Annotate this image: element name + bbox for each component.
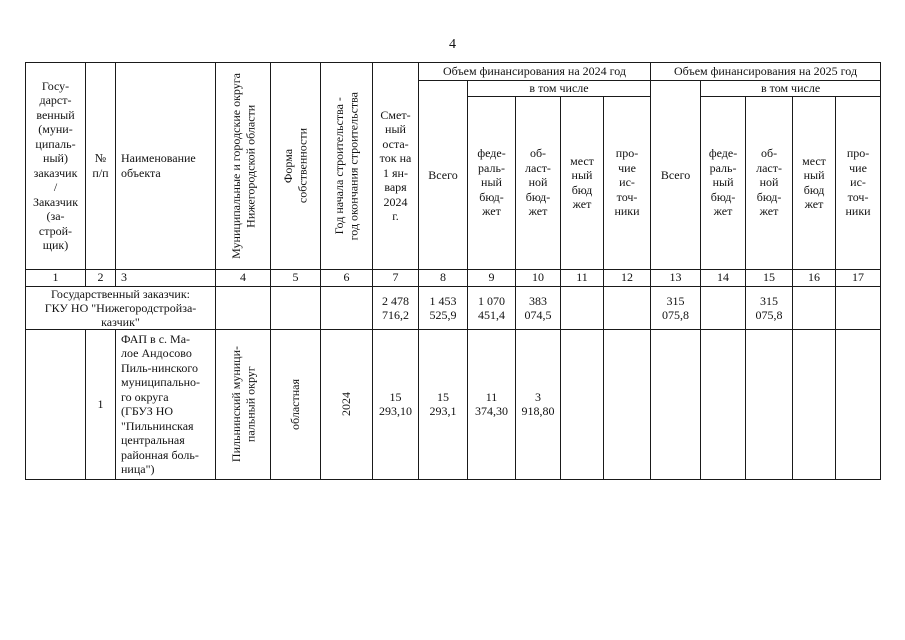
group-regional-2025: 315 075,8 <box>746 286 793 329</box>
header-municipality <box>216 63 271 270</box>
object-construction-years <box>321 329 373 479</box>
header-municipality-text: Муниципальные и городские округа Нижегородской области <box>228 72 257 259</box>
group-total-2024: 1 453 525,9 <box>419 286 468 329</box>
header-construction-years <box>321 63 373 270</box>
column-number: 4 <box>216 269 271 286</box>
column-number: 14 <box>701 269 746 286</box>
object-customer <box>26 329 86 479</box>
object-municipality <box>216 329 271 479</box>
object-federal-2025 <box>701 329 746 479</box>
column-number: 10 <box>516 269 561 286</box>
group-other-2024 <box>604 286 651 329</box>
header-funding-2025-title: Объем финансирования на 2025 год <box>651 63 881 81</box>
column-number: 16 <box>793 269 836 286</box>
column-numbers-row <box>26 269 881 286</box>
object-name: ФАП в с. Ма- лое Андосово Пиль-нинского муниципально- го округа (ГБУЗ НО "Пильнинская центральная районная боль- ница") <box>116 329 216 479</box>
column-number: 3 <box>116 269 216 286</box>
object-other-2025 <box>836 329 881 479</box>
object-local-2025 <box>793 329 836 479</box>
page-number: 4 <box>449 37 456 52</box>
object-ownership-text: областная <box>288 378 303 430</box>
header-funding-2024-local: мест ный бюд жет <box>561 96 604 269</box>
header-funding-2025-other: про- чие ис- точ- ники <box>836 96 881 269</box>
object-municipality-text: Пильнинский муници- пальный округ <box>228 345 257 463</box>
group-municipality <box>216 286 271 329</box>
header-funding-2025-regional: об- ласт- ной бюд- жет <box>746 96 793 269</box>
header-funding-2024-regional: об- ласт- ной бюд- жет <box>516 96 561 269</box>
column-number: 2 <box>86 269 116 286</box>
header-object-name: Наименование объекта <box>116 63 216 270</box>
header-estimate-balance: Смет- ный оста- ток на 1 ян- варя 2024 г. <box>373 63 419 270</box>
object-total-2025 <box>651 329 701 479</box>
column-number: 6 <box>321 269 373 286</box>
column-number: 8 <box>419 269 468 286</box>
group-ownership <box>271 286 321 329</box>
header-funding-2025-federal: феде- раль- ный бюд- жет <box>701 96 746 269</box>
object-estimate-balance: 15 293,10 <box>373 329 419 479</box>
column-number: 7 <box>373 269 419 286</box>
header-customer: Госу- дарст- венный (муни- ципаль- ный) заказчик / Заказчик (за- строй- щик) <box>26 63 86 270</box>
object-regional-2025 <box>746 329 793 479</box>
group-construction-years <box>321 286 373 329</box>
header-number: № п/п <box>86 63 116 270</box>
header-row-top <box>26 63 881 81</box>
object-total-2024: 15 293,1 <box>419 329 468 479</box>
header-funding-2025-local: мест ный бюд жет <box>793 96 836 269</box>
customer-group-row <box>26 286 881 329</box>
group-estimate-balance: 2 478 716,2 <box>373 286 419 329</box>
header-ownership <box>271 63 321 270</box>
object-construction-years-text: 2024 <box>339 392 354 416</box>
column-number: 17 <box>836 269 881 286</box>
column-number: 13 <box>651 269 701 286</box>
object-federal-2024: 11 374,30 <box>468 329 516 479</box>
table-row <box>26 329 881 479</box>
header-ownership-text: Форма собственности <box>281 128 310 204</box>
column-number: 1 <box>26 269 86 286</box>
group-federal-2024: 1 070 451,4 <box>468 286 516 329</box>
column-number: 12 <box>604 269 651 286</box>
header-funding-2024-other: про- чие ис- точ- ники <box>604 96 651 269</box>
group-total-2025: 315 075,8 <box>651 286 701 329</box>
group-label: Государственный заказчик: ГКУ НО "Нижегородстройза- казчик" <box>26 286 216 329</box>
header-funding-2024-total: Всего <box>419 81 468 270</box>
column-number: 9 <box>468 269 516 286</box>
object-regional-2024: 3 918,80 <box>516 329 561 479</box>
group-other-2025 <box>836 286 881 329</box>
header-funding-2024-federal: феде- раль- ный бюд- жет <box>468 96 516 269</box>
header-funding-2024-including: в том числе <box>468 81 651 97</box>
object-other-2024 <box>604 329 651 479</box>
column-number: 5 <box>271 269 321 286</box>
header-funding-2025-total: Всего <box>651 81 701 270</box>
header-construction-years-text: Год начала строительства - год окончания строительства <box>332 91 361 240</box>
financing-table <box>25 62 881 480</box>
column-number: 11 <box>561 269 604 286</box>
group-federal-2025 <box>701 286 746 329</box>
header-funding-2024-title: Объем финансирования на 2024 год <box>419 63 651 81</box>
column-number: 15 <box>746 269 793 286</box>
group-regional-2024: 383 074,5 <box>516 286 561 329</box>
header-funding-2025-including: в том числе <box>701 81 881 97</box>
group-local-2025 <box>793 286 836 329</box>
group-local-2024 <box>561 286 604 329</box>
object-ownership <box>271 329 321 479</box>
object-number: 1 <box>86 329 116 479</box>
object-local-2024 <box>561 329 604 479</box>
